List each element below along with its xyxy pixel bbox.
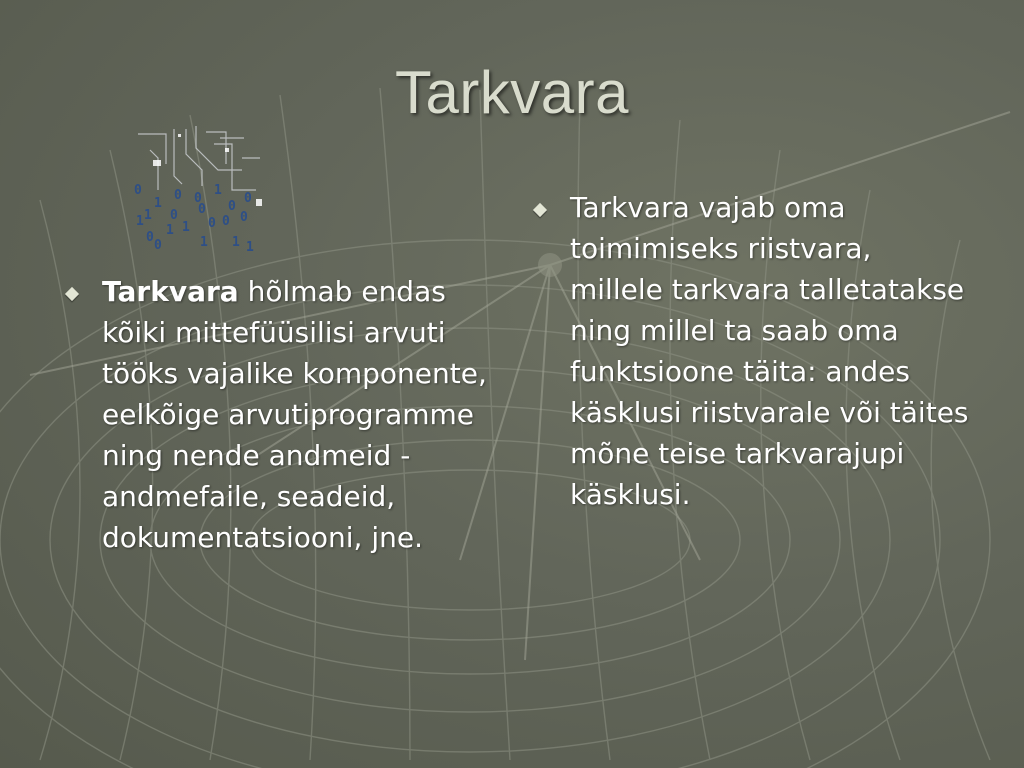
binary-digit: 0 <box>146 230 154 245</box>
binary-digit: 1 <box>246 240 254 255</box>
binary-digit: 0 <box>170 208 178 223</box>
binary-digit: 1 <box>182 220 190 235</box>
binary-digit: 0 <box>174 188 182 203</box>
binary-digit: 1 <box>144 208 152 223</box>
binary-digit: 1 <box>166 223 174 238</box>
binary-digit: 1 <box>154 196 162 211</box>
binary-digit: 0 <box>134 183 142 198</box>
bullet-bold-term: Tarkvara <box>102 275 239 308</box>
binary-digit: 0 <box>154 238 162 253</box>
binary-digit: 0 <box>240 210 248 225</box>
binary-digit: 0 <box>228 199 236 214</box>
bullet-item-software-definition <box>102 271 502 558</box>
slide-title: Tarkvara <box>394 59 630 126</box>
binary-digit: 1 <box>200 235 208 250</box>
bullet-body-text: hõlmab endas kõiki mittefüüsilisi arvuti tööks vajalike komponente, eelkõige arvutiprogramme ning nende andmeid - andmefaile, seadeid, dokumentatsiooni, jne. <box>102 275 487 554</box>
bullet-text <box>102 271 502 558</box>
binary-circuit-icon <box>126 124 276 259</box>
binary-digit: 0 <box>194 191 202 206</box>
binary-digit: 0 <box>222 214 230 229</box>
binary-digit: 1 <box>214 183 222 198</box>
bullet-item-software-needs-hardware <box>570 187 970 515</box>
binary-digit: 0 <box>208 216 216 231</box>
binary-digit: 0 <box>244 191 252 206</box>
bullet-body-text: Tarkvara vajab oma toimimiseks riistvara, millele tarkvara talletatakse ning millel ta saab oma funktsioone täita: andes käsklusi riistvarale või täites mõne teise tarkvarajupi käsklusi. <box>570 191 969 511</box>
binary-digit: 1 <box>232 235 240 250</box>
binary-digit: 0 <box>198 202 206 217</box>
binary-digit: 1 <box>136 214 144 229</box>
